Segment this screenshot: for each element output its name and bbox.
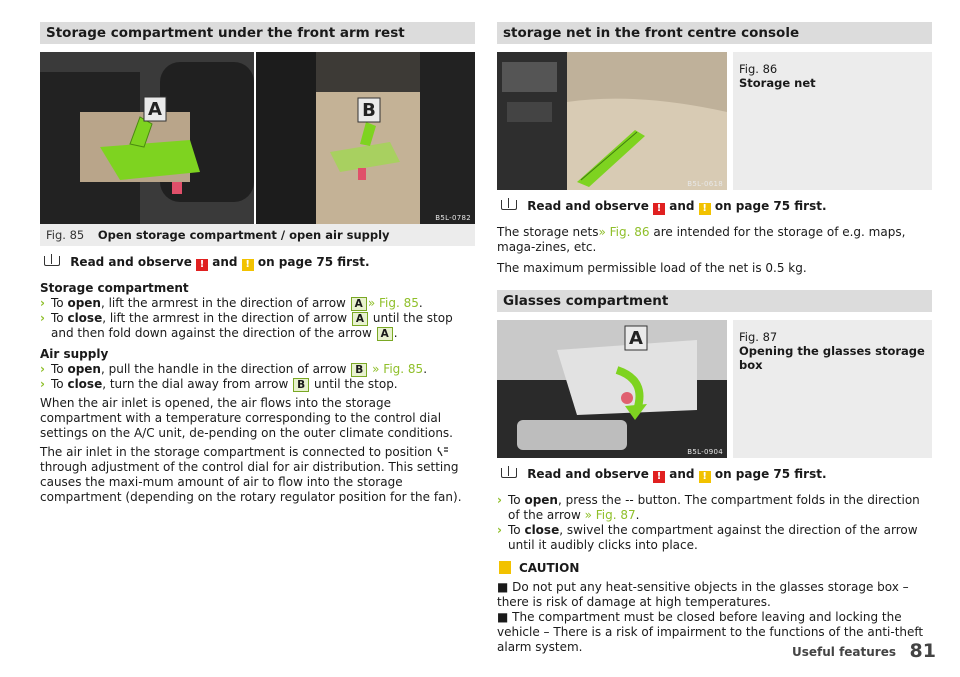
warning-red-icon: !	[653, 471, 665, 483]
book-icon	[501, 200, 517, 210]
figure-85-number: Fig. 85	[46, 228, 85, 242]
figure-86-caption	[733, 52, 932, 190]
arrow-bullet-icon: ›	[40, 311, 45, 325]
figure-85-code: B5L-0782	[435, 214, 471, 222]
figure-85-label-a: A	[148, 99, 162, 120]
arrow-bullet-icon: ›	[40, 377, 45, 391]
step-storage-close: › To close, lift the armrest in the direction of arrow A until the stop and then fold down against the direction of the arrow A .	[40, 311, 453, 340]
figure-87-caption	[733, 320, 932, 458]
figure-87-code: B5L-0904	[687, 448, 723, 456]
air-subheading: Air supply	[40, 347, 109, 361]
figure-85-caption	[40, 224, 475, 246]
read-observe-line: Read and observe ! and ! on page 75 first.	[40, 255, 475, 271]
air-distribution-icon	[436, 446, 450, 457]
storage-subheading: Storage compartment	[40, 281, 189, 295]
key-b: B	[351, 363, 367, 377]
book-icon	[501, 468, 517, 478]
read-observe-line: Read and observe ! and ! on page 75 first.	[497, 199, 932, 215]
caution-item: ■ Do not put any heat-sensitive objects in the glasses storage box – there is risk of damage at high temperatures.	[497, 580, 909, 609]
step-air-open: › To open, pull the handle in the direction of arrow B » Fig. 85.	[40, 362, 428, 376]
warning-red-icon: !	[196, 259, 208, 271]
figure-85-label-b: B	[362, 100, 376, 121]
fig-link[interactable]: » Fig. 85	[367, 296, 419, 310]
footer-section-title: Useful features	[791, 645, 896, 659]
fig-link[interactable]: » Fig. 86	[598, 225, 650, 239]
paragraph-air-position: The air inlet in the storage compartment is connected to position through adjustment of the control dial for air distribution. This setting causes the maxi-mum amount of air to flow into the storage compartment (depending on the rotary regulator position for the fan).	[40, 445, 462, 504]
figure-85-photo	[40, 52, 475, 224]
caution-triangle-icon	[499, 561, 511, 574]
key-b: B	[293, 378, 309, 392]
figure-86	[497, 52, 932, 190]
arrow-bullet-icon: ›	[40, 362, 45, 376]
page-number: 81	[909, 640, 936, 662]
figure-86-code: B5L-0618	[687, 180, 723, 188]
arrow-bullet-icon: ›	[497, 493, 502, 507]
book-icon	[44, 256, 60, 266]
read-observe-line: Read and observe ! and ! on page 75 first.	[497, 467, 932, 483]
fig-link[interactable]: » Fig. 87	[584, 508, 636, 522]
figure-86-photo	[497, 52, 727, 190]
figure-87-title: Opening the glasses storage box	[739, 344, 925, 372]
section-heading-storage-net: storage net in the front centre console	[497, 22, 932, 44]
warning-red-icon: !	[653, 203, 665, 215]
figure-85	[40, 52, 475, 224]
paragraph-max-load: The maximum permissible load of the net is 0.5 kg.	[497, 261, 807, 275]
arrow-bullet-icon: ›	[497, 523, 502, 537]
step-air-close: › To close, turn the dial away from arrow B until the stop.	[40, 377, 398, 391]
step-storage-open: › To open, lift the armrest in the direction of arrow A » Fig. 85.	[40, 296, 423, 310]
key-a: A	[351, 297, 367, 311]
section-heading-glasses: Glasses compartment	[497, 290, 932, 312]
paragraph-air-temperature: When the air inlet is opened, the air flows into the storage compartment with a temperature corresponding to the control dial settings on the A/C unit, de-pending on the outer climate conditions.	[40, 396, 453, 440]
figure-87	[497, 320, 932, 458]
figure-87-photo	[497, 320, 727, 458]
figure-85-title: Open storage compartment / open air supply	[97, 228, 390, 242]
key-a: A	[377, 327, 393, 341]
right-column	[497, 22, 932, 655]
warning-yellow-icon: !	[699, 471, 711, 483]
warning-yellow-icon: !	[242, 259, 254, 271]
caution-item: ■ The compartment must be closed before leaving and locking the vehicle – There is a risk of impairment to the functions of the anti-theft alarm system.	[497, 610, 924, 654]
paragraph-storage-nets: The storage nets» Fig. 86 are intended for the storage of e.g. maps, maga-zines, etc.	[497, 225, 906, 254]
figure-87-label-a: A	[629, 328, 643, 349]
caution-heading: CAUTION	[497, 561, 932, 576]
left-column	[40, 22, 475, 505]
figure-87-number: Fig. 87	[739, 330, 778, 344]
figure-86-number: Fig. 86	[739, 62, 778, 76]
figure-86-title: Storage net	[739, 76, 816, 90]
fig-link[interactable]: » Fig. 85	[372, 362, 424, 376]
step-glasses-close: › To close, swivel the compartment against the direction of the arrow until it audibly clicks into place.	[497, 523, 918, 552]
arrow-bullet-icon: ›	[40, 296, 45, 310]
warning-yellow-icon: !	[699, 203, 711, 215]
key-a: A	[352, 312, 368, 326]
step-glasses-open: › To open, press the -- button. The compartment folds in the direction of the arrow » Fig. 87.	[497, 493, 920, 522]
section-heading-armrest: Storage compartment under the front arm rest	[40, 22, 475, 44]
